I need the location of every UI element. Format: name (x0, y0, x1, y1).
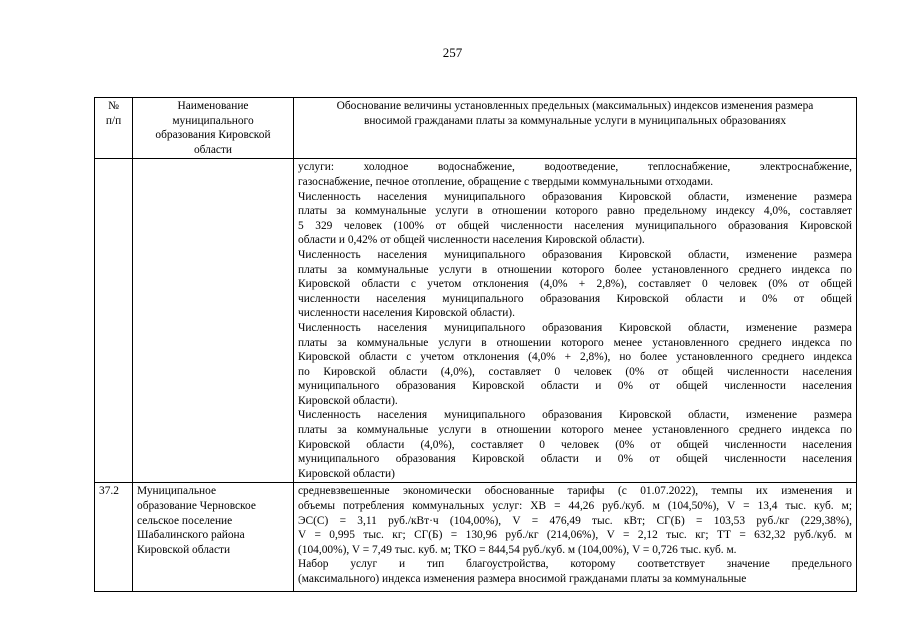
header-num-line: п/п (105, 114, 122, 127)
municipality-name-line: Шабалинского района (137, 529, 245, 542)
text-line: Численность населения муниципального образования Кировской области, изменение размера (298, 321, 852, 334)
municipality-name-line: образование Черновское (137, 500, 256, 513)
paragraph (298, 248, 852, 321)
text-line: (104,00%), V = 7,49 тыс. куб. м; ТКО = 844,54 руб./куб. м (104,00%), V = 0,726 тыс. куб. м. (298, 543, 737, 556)
table-row (95, 483, 857, 592)
text-line: средневзвешенные экономически обоснованные тарифы (с 01.07.2022), темпы их изменения и (298, 485, 852, 498)
text-line: по Кировской области (4,0%), составляет 0 человек (0% от общей численности населения (298, 365, 852, 378)
text-line: Кировской области) (298, 467, 395, 480)
municipality-name-line: Муниципальное (137, 485, 217, 498)
row-num-cell (95, 483, 133, 592)
basis-text (298, 484, 852, 590)
header-num-line: № (108, 100, 119, 112)
paragraph (298, 190, 852, 248)
text-line: Набор услуг и тип благоустройства, которому соответствует значение предельного (298, 558, 852, 571)
text-line: платы за коммунальные услуги в отношении которого менее установленного среднего индекса по (298, 336, 852, 349)
text-line: Кировской области с учетом отклонения (4,0% + 2,8%), составляет 0 человек (0% от общей (298, 278, 852, 291)
paragraph (298, 408, 852, 481)
text-line: Численность населения муниципального образования Кировской области, изменение размера (298, 409, 852, 422)
table-row (95, 159, 857, 483)
row-name-cell (133, 483, 294, 592)
paragraph (298, 557, 852, 586)
header-name-line: муниципального (172, 114, 254, 127)
text-line: ЭС(С) = 3,11 руб./кВт·ч (104,00%), V = 476,49 тыс. кВт; СГ(Б) = 103,53 руб./кг (229,38%), (298, 514, 852, 527)
text-line: платы за коммунальные услуги в отношении которого равно предельному индексу 4,0%, составляет (298, 205, 852, 218)
text-line: муниципального образования Кировской области и 0% от общей численности населения (298, 380, 852, 393)
paragraph (298, 484, 852, 557)
text-line: объемы потребления коммунальных услуг: ХВ = 44,26 руб./куб. м (104,50%), V = 13,4 тыс. куб. м; (298, 500, 852, 513)
text-line: услуги: холодное водоснабжение, водоотведение, теплоснабжение, электроснабжение, (298, 161, 852, 174)
header-basis-cell (294, 98, 857, 159)
row-basis-cell (294, 159, 857, 483)
header-basis-line: Обоснование величины установленных предельных (максимальных) индексов изменения размера (336, 100, 814, 112)
text-line: платы за коммунальные услуги в отношении которого менее установленного среднего индекса по (298, 424, 852, 437)
header-num-cell (95, 98, 133, 159)
table-header-row (95, 98, 857, 159)
header-name-line: образования Кировской (155, 129, 271, 142)
paragraph (298, 160, 852, 189)
header-basis-line: вносимой гражданами платы за коммунальные услуги в муниципальных образованиях (363, 114, 787, 127)
header-name-line: Наименование (177, 100, 249, 112)
text-line: V = 0,995 тыс. кг; СГ(Б) = 130,96 руб./кг (214,06%), V = 2,12 тыс. кг; ТТ = 632,32 руб./куб. м (298, 529, 852, 542)
municipality-name-line: сельское поселение (137, 514, 233, 527)
text-line: 5 329 человек (100% от общей численности населения муниципального образования Кировской (298, 219, 852, 232)
text-line: численности населения муниципального образования Кировской области и 0% от общей (298, 292, 852, 305)
row-number: 37.2 (99, 485, 119, 498)
row-num-cell (95, 159, 133, 483)
header-name-line: области (193, 143, 233, 156)
text-line: Кировской области (4,0%), составляет 0 человек (0% от общей численности населения (298, 438, 852, 451)
basis-text (298, 160, 852, 481)
text-line: (максимального) индекса изменения размера вносимой гражданами платы за коммунальные (298, 573, 747, 585)
text-line: Численность населения муниципального образования Кировской области, изменение размера (298, 248, 852, 261)
paragraph (298, 321, 852, 409)
text-line: Кировской области). (298, 394, 398, 407)
row-name-cell (133, 159, 294, 483)
page-number: 257 (442, 45, 463, 60)
text-line: Численность населения муниципального образования Кировской области, изменение размера (298, 190, 852, 203)
row-basis-cell (294, 483, 857, 592)
text-line: муниципального образования Кировской области и 0% от общей численности населения (298, 453, 852, 466)
text-line: платы за коммунальные услуги в отношении которого более установленного среднего индекса по (298, 263, 852, 276)
text-line: Кировской области с учетом отклонения (4,0% + 2,8%), но более установленного среднего индекса (298, 351, 852, 364)
header-name-cell (133, 98, 294, 159)
text-line: области и 0,42% от общей численности населения Кировской области). (298, 234, 645, 247)
text-line: газоснабжение, печное отопление, обращение с твердыми коммунальными отходами. (298, 175, 714, 188)
text-line: численности населения Кировской области). (298, 307, 515, 320)
municipality-name-line: Кировской области (137, 543, 231, 556)
index-table (94, 97, 857, 592)
